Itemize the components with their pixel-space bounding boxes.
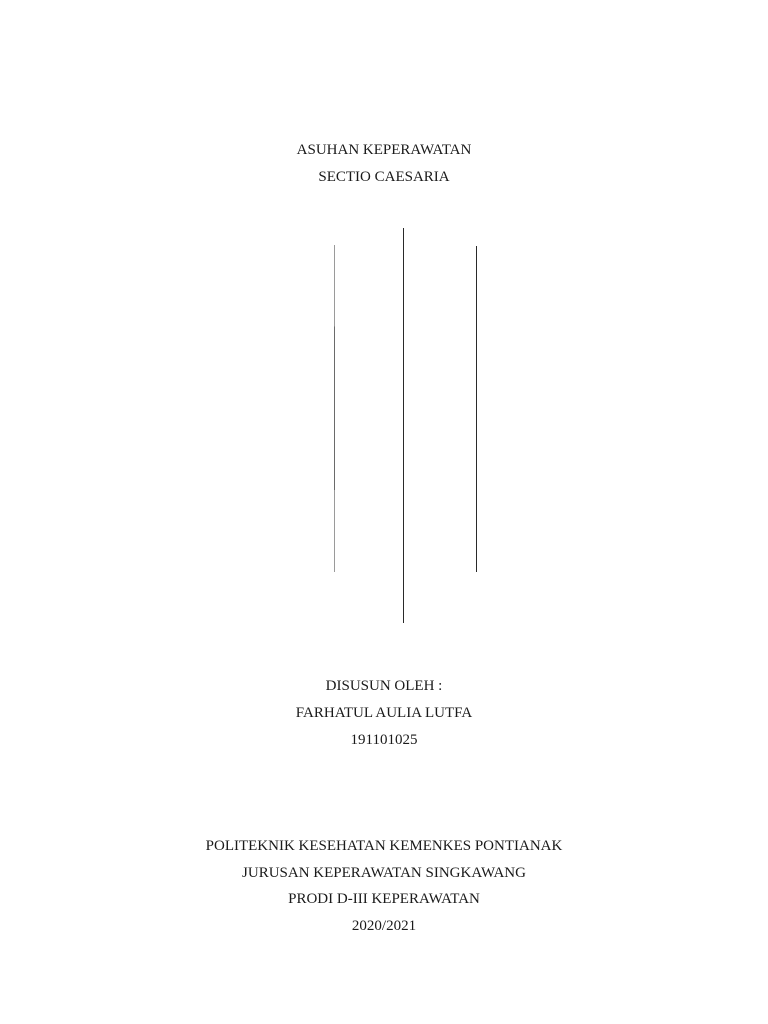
decorative-vertical-line-center bbox=[403, 228, 404, 623]
title-line-1: ASUHAN KEPERAWATAN bbox=[296, 142, 472, 158]
decorative-vertical-line-right bbox=[476, 246, 477, 572]
author-name: FARHATUL AULIA LUTFA bbox=[295, 705, 473, 721]
institution-line-3: PRODI D-III KEPERAWATAN bbox=[288, 891, 480, 907]
institution-line-1: POLITEKNIK KESEHATAN KEMENKES PONTIANAK bbox=[205, 838, 563, 854]
institution-line-2: JURUSAN KEPERAWATAN SINGKAWANG bbox=[242, 865, 526, 881]
title-line-2: SECTIO CAESARIA bbox=[318, 169, 450, 185]
decorative-vertical-line-left bbox=[334, 245, 335, 572]
academic-year: 2020/2021 bbox=[351, 918, 417, 934]
author-heading: DISUSUN OLEH : bbox=[325, 678, 443, 694]
author-id: 191101025 bbox=[350, 732, 418, 748]
